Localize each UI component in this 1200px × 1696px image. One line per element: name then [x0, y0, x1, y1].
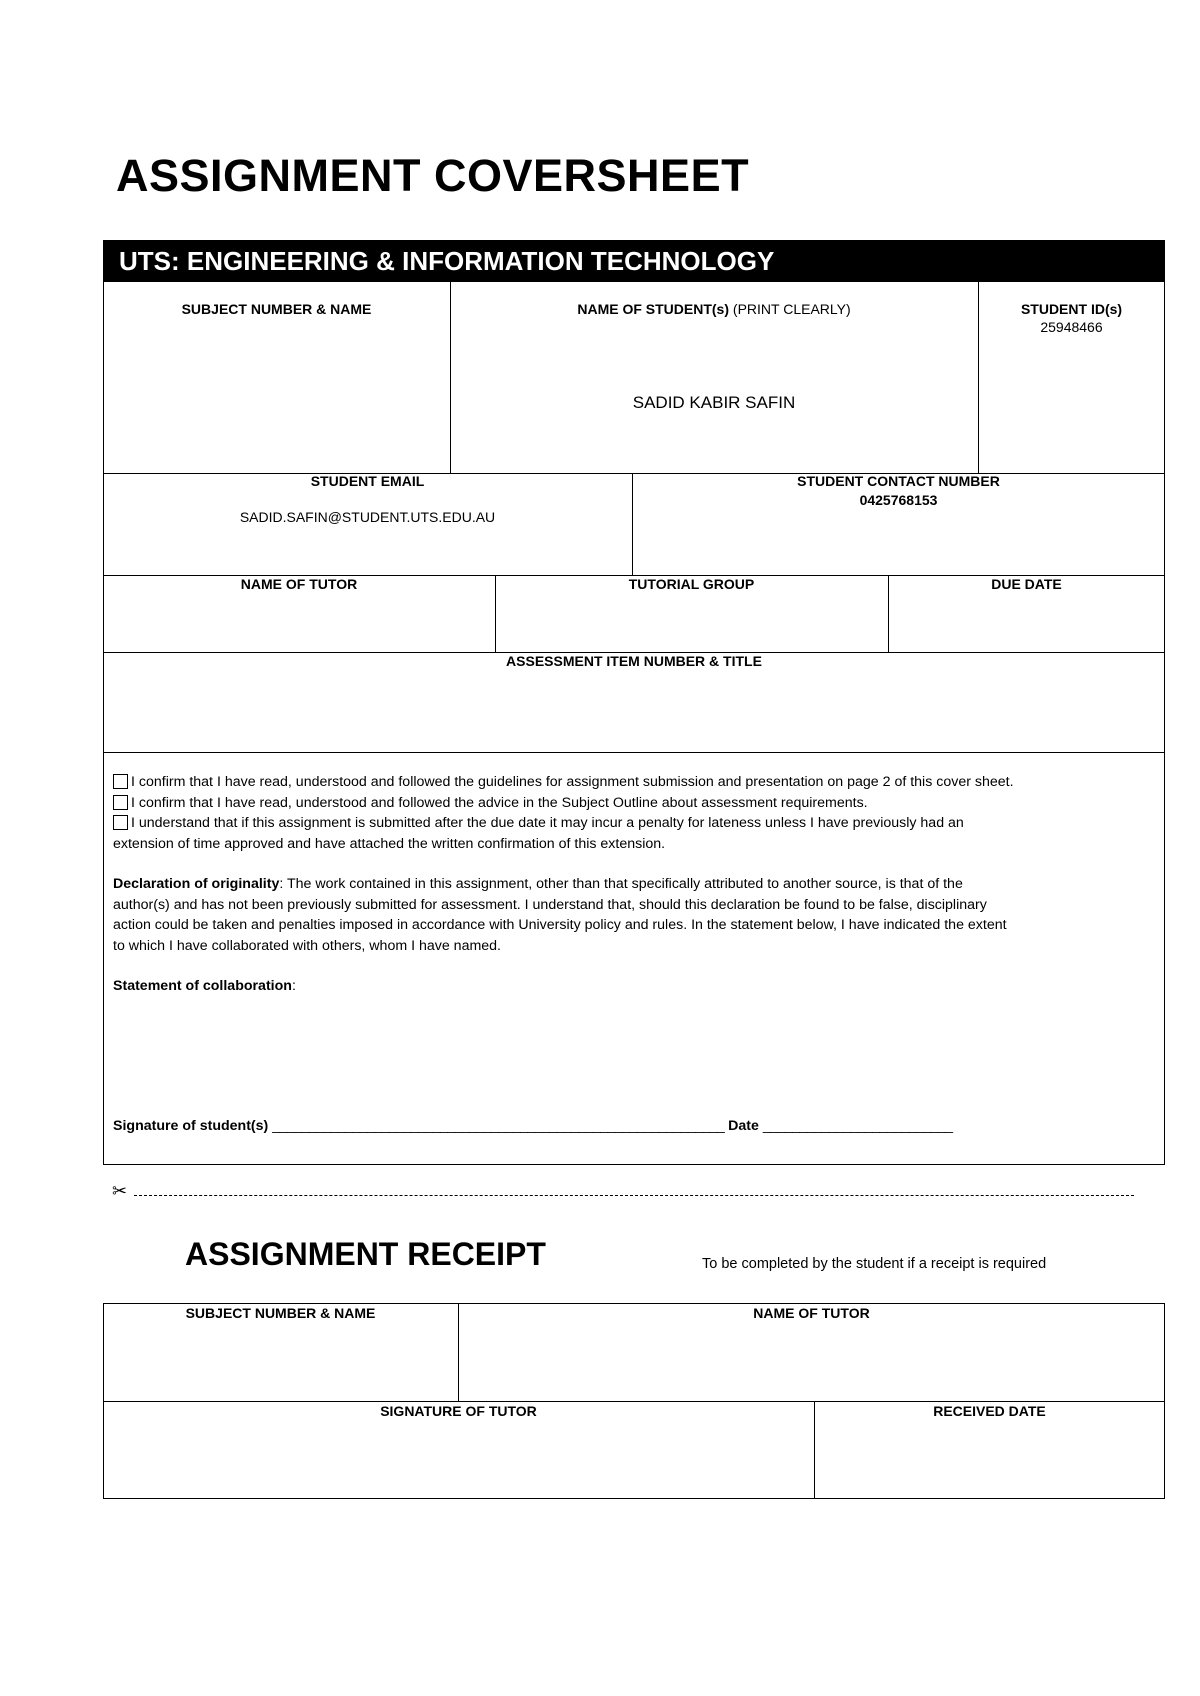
student-id-field[interactable]: 25948466 [1040, 319, 1103, 335]
declaration-heading: Declaration of originality [113, 876, 280, 892]
receipt-title: ASSIGNMENT RECEIPT [185, 1236, 546, 1272]
declaration-line: to which I have collaborated with others, whom I have named. [113, 937, 502, 954]
due-date-label: DUE DATE [991, 576, 1062, 592]
confirmation-item [113, 793, 1158, 814]
confirmation-item [113, 772, 1158, 793]
signature-row [113, 1116, 1158, 1137]
date-line[interactable]: __________________________ [762, 1118, 953, 1134]
student-name-label [450, 301, 978, 317]
receipt-tutor-label: NAME OF TUTOR [753, 1305, 870, 1321]
scissors-icon: ✂ [112, 1181, 128, 1202]
declaration-line [113, 874, 1158, 895]
declaration [113, 874, 1158, 956]
page-title: ASSIGNMENT COVERSHEET [116, 150, 750, 201]
email-label: STUDENT EMAIL [310, 473, 425, 489]
contact-label: STUDENT CONTACT NUMBER [797, 473, 1000, 489]
confirmation-text: I understand that if this assignment is submitted after the due date it may incur a penalty for lateness unless I have previously had an [131, 815, 964, 831]
student-id-label: STUDENT ID(s) [1020, 301, 1123, 317]
date-label: Date [724, 1118, 763, 1134]
cut-line [134, 1195, 1134, 1196]
collaboration [113, 976, 1158, 997]
declaration-text: : The work contained in this assignment, other than that specifically attributed to another source, is that of the [279, 876, 963, 892]
tutorial-group-label: TUTORIAL GROUP [628, 576, 755, 592]
tutor-label: NAME OF TUTOR [240, 576, 358, 592]
collaboration-heading: Statement of collaboration [113, 978, 292, 994]
confirmation-item [113, 813, 1158, 834]
receipt-date-label: RECEIVED DATE [933, 1403, 1046, 1419]
subject-outline-checkbox[interactable] [113, 795, 128, 810]
confirmation-text: I confirm that I have read, understood and followed the advice in the Subject Outline about assessment requirements. [131, 794, 868, 811]
late-penalty-checkbox[interactable] [113, 815, 128, 830]
collaboration-suffix: : [291, 978, 296, 994]
email-field[interactable]: SADID.SAFIN@STUDENT.UTS.EDU.AU [239, 509, 496, 525]
declaration-line: author(s) and has not been previously submitted for assessment. I understand that, should this declaration be found to be false, disciplinary [113, 896, 987, 913]
contact-field[interactable]: 0425768153 [859, 492, 938, 508]
receipt-signature-label: SIGNATURE OF TUTOR [380, 1403, 537, 1419]
signature-label: Signature of student(s) [113, 1118, 273, 1134]
divider [103, 752, 1165, 753]
confirmation-text: I confirm that I have read, understood and followed the guidelines for assignment submission and presentation on page 2 of this cover sheet. [131, 774, 1014, 790]
signature-line[interactable]: ______________________________________________________________ [272, 1118, 725, 1134]
faculty-banner: UTS: ENGINEERING & INFORMATION TECHNOLOGY [103, 240, 1165, 282]
student-name-hint: (PRINT CLEARLY) [732, 301, 851, 317]
divider [103, 1401, 1165, 1402]
guidelines-checkbox[interactable] [113, 774, 128, 789]
subject-label: SUBJECT NUMBER & NAME [181, 301, 372, 317]
confirmation-continued: extension of time approved and have attached the written confirmation of this extension. [113, 835, 666, 852]
receipt-note: To be completed by the student if a receipt is required [702, 1256, 1047, 1272]
receipt-subject-label: SUBJECT NUMBER & NAME [185, 1305, 376, 1321]
coversheet-form [103, 240, 1165, 1165]
assessment-label: ASSESSMENT ITEM NUMBER & TITLE [506, 653, 762, 669]
student-name-field[interactable]: SADID KABIR SAFIN [632, 393, 796, 412]
declaration-line: action could be taken and penalties imposed in accordance with University policy and rules. In the statement below, I have indicated the extent [113, 917, 1007, 933]
confirmation-list [113, 772, 1158, 854]
student-name-label-text: NAME OF STUDENT(s) [577, 301, 730, 317]
